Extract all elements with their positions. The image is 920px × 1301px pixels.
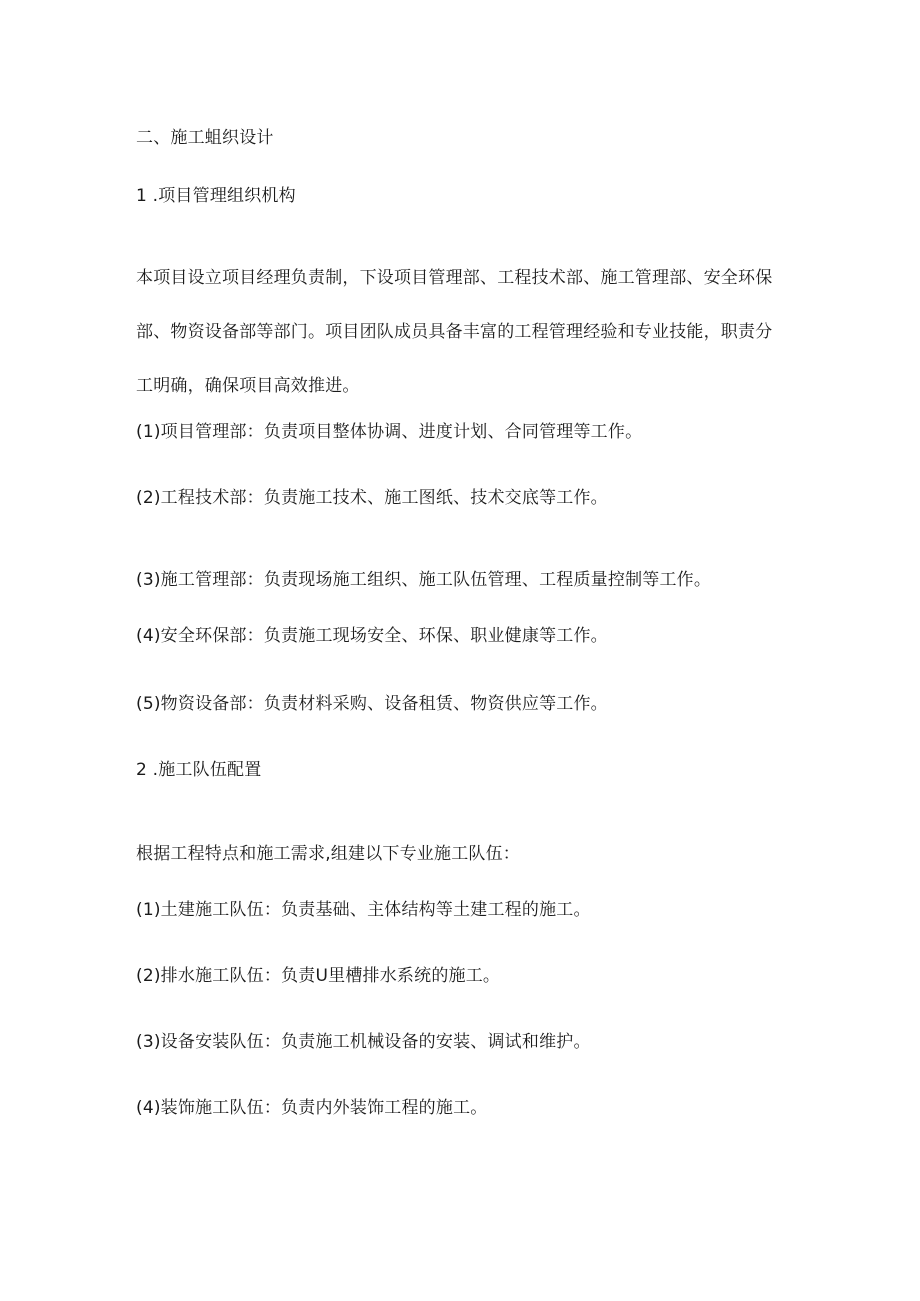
intro-line: 工明确，确保项目高效推进。 [136, 376, 360, 396]
subsection-2-intro: 根据工程特点和施工需求,组建以下专业施工队伍： [136, 844, 521, 864]
section-title: 二、施工蛆织设计 [136, 128, 274, 148]
list-item: (3)设备安装队伍：负责施工机械设备的安装、调试和维护。 [136, 1032, 591, 1052]
list-item: (5)物资设备部：负责材料采购、设备租赁、物资供应等工作。 [136, 694, 608, 714]
intro-line: 本项目设立项目经理负责制，下设项目管理部、工程技术部、施工管理部、安全环保 [136, 268, 773, 288]
subsection-2-heading: 2 .施工队伍配置 [136, 760, 262, 780]
subsection-1-intro [136, 266, 776, 428]
list-item: (3)施工管理部：负责现场施工组织、施工队伍管理、工程质量控制等工作。 [136, 570, 712, 590]
subsection-1-heading: 1 .项目管理组织机构 [136, 186, 296, 206]
list-item: (4)装饰施工队伍：负责内外装饰工程的施工。 [136, 1098, 488, 1118]
intro-line: 部、物资设备部等部门。项目团队成员具备丰富的工程管理经验和专业技能，职责分 [136, 322, 773, 342]
list-item: (4)安全环保部：负责施工现场安全、环保、职业健康等工作。 [136, 626, 608, 646]
list-item: (2)排水施工队伍：负责U里槽排水系统的施工。 [136, 966, 501, 986]
list-item: (1)项目管理部：负责项目整体协调、进度计划、合同管理等工作。 [136, 422, 643, 442]
list-item: (2)工程技术部：负责施工技术、施工图纸、技术交底等工作。 [136, 488, 608, 508]
list-item: (1)土建施工队伍：负责基础、主体结构等土建工程的施工。 [136, 900, 591, 920]
